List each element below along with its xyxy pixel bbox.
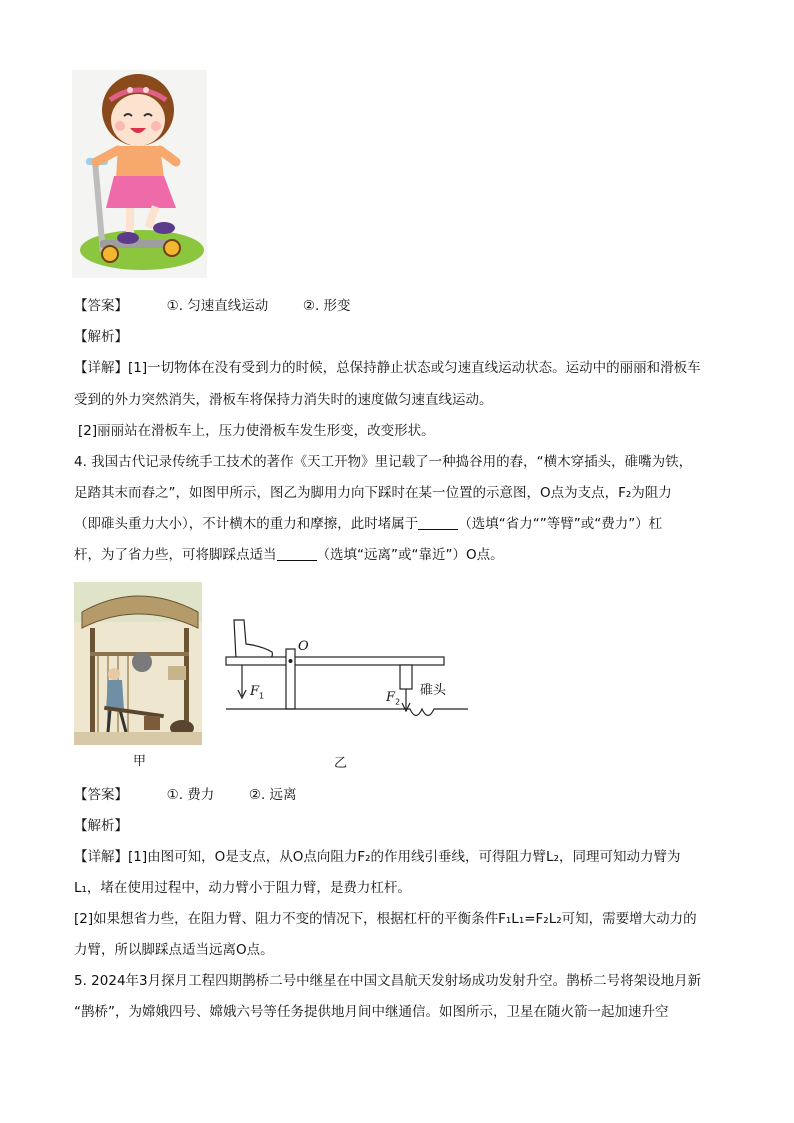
girl-scooter-illustration [72, 70, 207, 278]
q4-answer [74, 785, 297, 805]
lever-diagram [222, 612, 472, 732]
label-duitou: 碓头 [420, 683, 447, 698]
q3-detail-line-3: [2]丽丽站在滑板车上，压力使滑板车发生形变，改变形状。 [78, 423, 435, 439]
q4-line-3-a: （即碓头重力大小），不计横木的重力和摩擦，此时堵属于 [74, 516, 419, 532]
answer-label: 【答案】 [74, 298, 128, 314]
answer-blank-1 [418, 515, 458, 530]
label-O: O [298, 639, 309, 654]
q4-line-4-a: 杆，为了省力些，可将脚踩点适当 [74, 547, 277, 563]
caption-yi: 乙 [334, 756, 348, 771]
q4-line-4-b: （选填“远离”或“靠近”）O点。 [316, 547, 504, 563]
answer-item-2: ②. 远离 [248, 787, 297, 803]
q4-line-3 [74, 514, 662, 534]
q4-detail-line-1: 【详解】[1]由图可知，O是支点，从O点向阻力F₂的作用线引垂线，可得阻力臂L₂，同理可知动力臂为 [74, 849, 681, 865]
ancient-mortar-illustration [74, 582, 202, 745]
q4-detail-line-4: 力臂，所以脚踩点适当远离O点。 [74, 942, 274, 958]
q3-analysis-label: 【解析】 [74, 329, 128, 345]
answer-item-1: ①. 费力 [166, 787, 215, 803]
q4-analysis-label: 【解析】 [74, 818, 128, 834]
answer-item-1: ①. 匀速直线运动 [166, 298, 269, 314]
answer-blank-2 [277, 546, 317, 561]
q4-detail-line-3: [2]如果想省力些，在阻力臂、阻力不变的情况下，根据杠杆的平衡条件F₁L₁=F₂L₂可知，需要增大动力的 [74, 911, 697, 927]
caption-jia: 甲 [133, 754, 147, 769]
label-F2: $F_2$ [386, 690, 401, 707]
q3-detail-line-2: 受到的外力突然消失，滑板车将保持力消失时的速度做匀速直线运动。 [74, 392, 493, 408]
answer-label: 【答案】 [74, 787, 128, 803]
q5-line-1: 5. 2024年3月探月工程四期鹊桥二号中继星在中国文昌航天发射场成功发射升空。鹊桥二号将架设地月新 [74, 973, 702, 989]
q4-line-3-b: （选填“省力“”等臂”或“费力”）杠 [458, 516, 663, 532]
q4-line-2: 足踏其末而舂之”，如图甲所示，图乙为脚用力向下踩时在某一位置的示意图，O点为支点，F₂为阻力 [74, 485, 672, 501]
q4-line-4 [74, 545, 504, 565]
q5-line-2: “鹊桥”，为嫦娥四号、嫦娥六号等任务提供地月间中继通信。如图所示，卫星在随火箭一起加速升空 [74, 1004, 669, 1020]
q3-answer [74, 296, 351, 316]
q3-detail-line-1: 【详解】[1]一切物体在没有受到力的时候，总保持静止状态或匀速直线运动状态。运动中的丽丽和滑板车 [74, 360, 701, 376]
answer-item-2: ②. 形变 [302, 298, 351, 314]
q4-line-1: 4. 我国古代记录传统手工技术的著作《天工开物》里记载了一种捣谷用的舂，“横木穿插头，碓嘴为铁， [74, 454, 693, 470]
q4-detail-line-2: L₁，堵在使用过程中，动力臂小于阻力臂，是费力杠杆。 [74, 880, 411, 896]
label-F1: $F_1$ [250, 684, 265, 701]
